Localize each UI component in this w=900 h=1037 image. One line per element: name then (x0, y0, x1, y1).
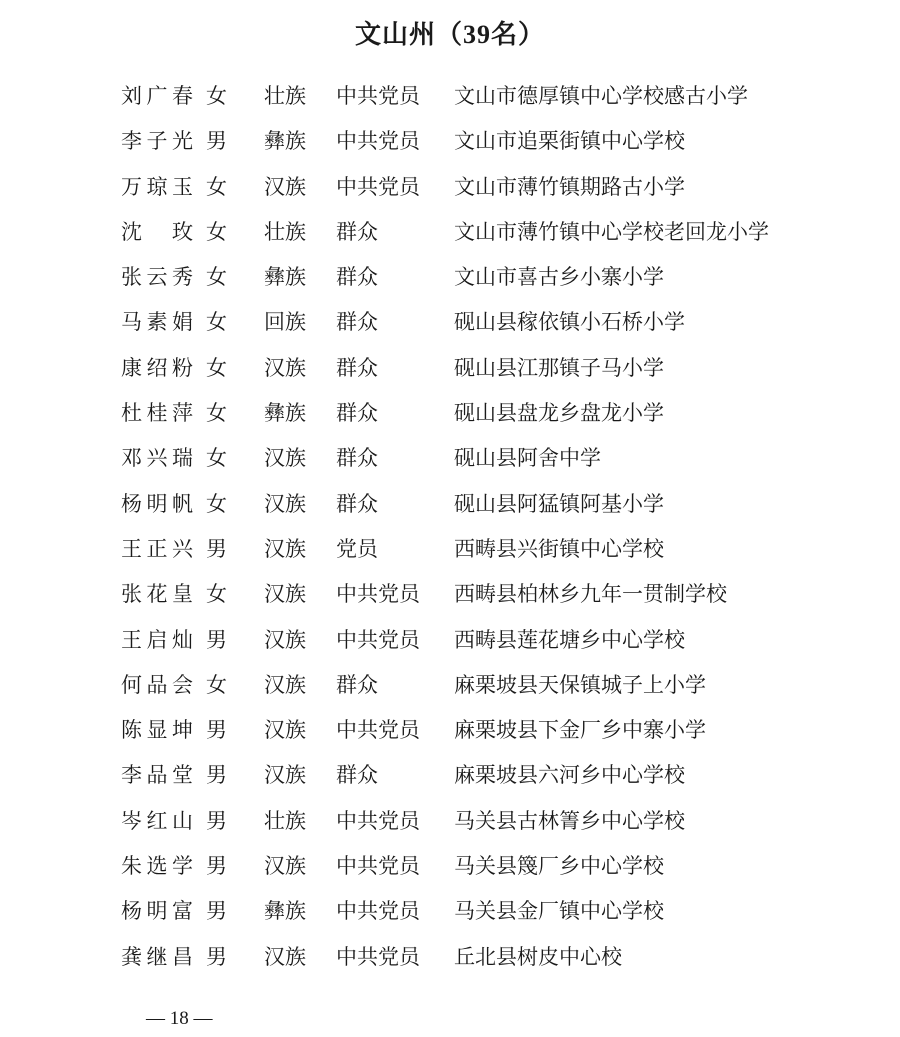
person-political-status: 群众 (336, 446, 378, 471)
list-item (0, 572, 900, 617)
person-political-status: 群众 (336, 355, 378, 380)
page-title-count: 39 (463, 20, 491, 49)
list-item (0, 618, 900, 663)
person-name: 朱选学 (121, 854, 193, 879)
person-school: 文山市追栗街镇中心学校 (454, 129, 685, 154)
person-name: 陈显坤 (121, 718, 193, 743)
person-ethnicity: 壮族 (264, 84, 306, 108)
person-name: 李子光 (121, 129, 193, 154)
person-political-status: 群众 (336, 672, 378, 697)
person-school: 西畴县兴街镇中心学校 (454, 536, 664, 561)
person-political-status: 中共党员 (336, 808, 420, 833)
page-title-prefix: 文山州（ (354, 20, 463, 50)
person-political-status: 中共党员 (336, 899, 420, 924)
person-political-status: 中共党员 (336, 84, 420, 108)
page-number: — 18 — (146, 1008, 213, 1029)
person-gender: 男 (206, 899, 227, 924)
list-item (0, 753, 900, 798)
person-school: 文山市喜古乡小寨小学 (454, 265, 664, 290)
person-school: 西畴县柏林乡九年一贯制学校 (454, 582, 727, 607)
page-title-suffix: 名） (491, 20, 546, 50)
person-name: 龚继昌 (121, 944, 193, 969)
person-name: 杨明富 (121, 899, 193, 924)
person-political-status: 中共党员 (336, 627, 420, 652)
person-gender: 女 (206, 355, 227, 380)
person-ethnicity: 汉族 (264, 627, 306, 652)
person-ethnicity: 汉族 (264, 582, 306, 607)
person-name: 杜桂萍 (121, 401, 193, 426)
person-political-status: 中共党员 (336, 854, 420, 879)
person-gender: 女 (206, 174, 227, 199)
person-school: 马关县古林箐乡中心学校 (454, 808, 685, 833)
person-school: 麻栗坡县天保镇城子上小学 (454, 672, 706, 697)
person-name: 王启灿 (121, 627, 193, 652)
list-item (0, 119, 900, 164)
person-gender: 男 (206, 129, 227, 154)
list-item (0, 436, 900, 481)
person-name: 邓兴瑞 (121, 446, 193, 471)
person-political-status: 党员 (336, 536, 378, 561)
list-item (0, 663, 900, 708)
person-ethnicity: 壮族 (264, 219, 306, 244)
person-school: 砚山县阿舍中学 (454, 446, 601, 471)
person-gender: 女 (206, 582, 227, 607)
person-ethnicity: 汉族 (264, 174, 306, 199)
person-name: 张云秀 (121, 265, 193, 290)
person-political-status: 群众 (336, 491, 378, 516)
person-political-status: 群众 (336, 401, 378, 426)
person-name: 王正兴 (121, 536, 193, 561)
person-ethnicity: 彝族 (264, 899, 306, 924)
list-item (0, 844, 900, 889)
person-name: 万琼玉 (121, 174, 193, 199)
person-school: 砚山县阿猛镇阿基小学 (454, 491, 664, 516)
honoree-list (0, 74, 900, 980)
person-gender: 男 (206, 536, 227, 561)
person-ethnicity: 汉族 (264, 763, 306, 788)
person-name: 刘广春 (121, 84, 193, 108)
person-gender: 女 (206, 265, 227, 290)
person-ethnicity: 汉族 (264, 944, 306, 969)
person-gender: 男 (206, 627, 227, 652)
person-name: 岑红山 (121, 808, 193, 833)
person-political-status: 中共党员 (336, 174, 420, 199)
person-school: 马关县篾厂乡中心学校 (454, 854, 664, 879)
person-school: 麻栗坡县下金厂乡中寨小学 (454, 718, 706, 743)
list-item (0, 527, 900, 572)
person-ethnicity: 回族 (264, 310, 306, 335)
person-political-status: 中共党员 (336, 718, 420, 743)
list-item (0, 165, 900, 210)
person-name: 康绍粉 (121, 355, 193, 380)
person-ethnicity: 汉族 (264, 672, 306, 697)
person-gender: 男 (206, 718, 227, 743)
person-political-status: 群众 (336, 310, 378, 335)
list-item (0, 889, 900, 934)
person-ethnicity: 汉族 (264, 536, 306, 561)
person-ethnicity: 彝族 (264, 401, 306, 426)
list-item (0, 74, 900, 119)
person-school: 马关县金厂镇中心学校 (454, 899, 664, 924)
list-item (0, 799, 900, 844)
person-ethnicity: 彝族 (264, 265, 306, 290)
person-school: 文山市薄竹镇期路古小学 (454, 174, 685, 199)
person-gender: 女 (206, 672, 227, 697)
person-school: 麻栗坡县六河乡中心学校 (454, 763, 685, 788)
person-school: 西畴县莲花塘乡中心学校 (454, 627, 685, 652)
page-title (0, 14, 900, 51)
person-school: 文山市德厚镇中心学校感古小学 (454, 84, 748, 108)
person-political-status: 群众 (336, 763, 378, 788)
person-name: 李品堂 (121, 763, 193, 788)
person-ethnicity: 汉族 (264, 355, 306, 380)
person-school: 文山市薄竹镇中心学校老回龙小学 (454, 219, 769, 244)
person-gender: 女 (206, 219, 227, 244)
person-name: 马素娟 (121, 310, 193, 335)
list-item (0, 210, 900, 255)
person-gender: 男 (206, 763, 227, 788)
list-item (0, 346, 900, 391)
person-gender: 男 (206, 854, 227, 879)
person-name: 沈玫 (121, 219, 193, 244)
person-ethnicity: 彝族 (264, 129, 306, 154)
person-gender: 男 (206, 944, 227, 969)
person-school: 砚山县江那镇子马小学 (454, 355, 664, 380)
person-gender: 女 (206, 310, 227, 335)
list-item (0, 935, 900, 980)
person-political-status: 群众 (336, 265, 378, 290)
person-ethnicity: 汉族 (264, 854, 306, 879)
list-item (0, 300, 900, 345)
person-gender: 女 (206, 491, 227, 516)
person-name: 何品会 (121, 672, 193, 697)
person-name: 张花皇 (121, 582, 193, 607)
list-item (0, 482, 900, 527)
person-school: 丘北县树皮中心校 (454, 944, 622, 969)
person-ethnicity: 壮族 (264, 808, 306, 833)
person-gender: 女 (206, 401, 227, 426)
person-gender: 女 (206, 446, 227, 471)
person-school: 砚山县盘龙乡盘龙小学 (454, 401, 664, 426)
person-political-status: 中共党员 (336, 944, 420, 969)
person-ethnicity: 汉族 (264, 446, 306, 471)
list-item (0, 391, 900, 436)
person-ethnicity: 汉族 (264, 491, 306, 516)
person-name: 杨明帆 (121, 491, 193, 516)
list-item (0, 255, 900, 300)
list-item (0, 708, 900, 753)
person-gender: 女 (206, 84, 227, 108)
person-political-status: 中共党员 (336, 129, 420, 154)
person-school: 砚山县稼依镇小石桥小学 (454, 310, 685, 335)
person-ethnicity: 汉族 (264, 718, 306, 743)
person-political-status: 群众 (336, 219, 378, 244)
person-political-status: 中共党员 (336, 582, 420, 607)
person-gender: 男 (206, 808, 227, 833)
